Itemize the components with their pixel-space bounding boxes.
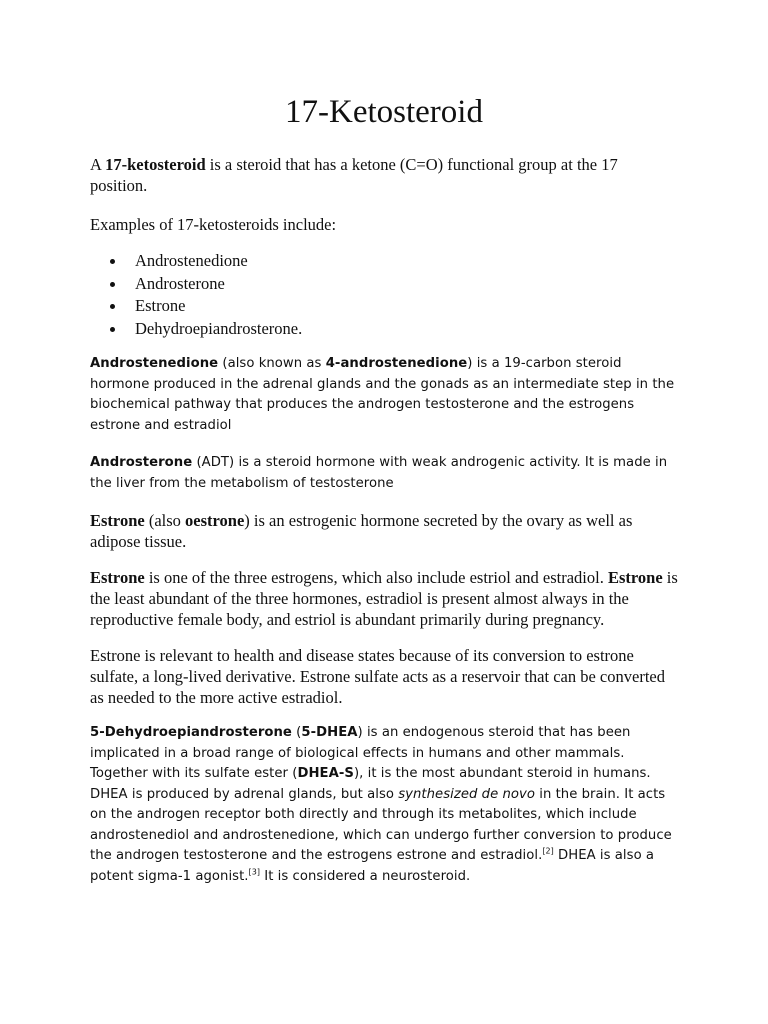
- intro-term: 17-ketosteroid: [105, 155, 206, 174]
- dhea-italic: synthesized de novo: [398, 786, 535, 802]
- dhea-sulfate: DHEA-S: [297, 766, 354, 781]
- intro-text: is a steroid that has a ketone (C=O) functional group at the 17 position.: [90, 155, 618, 195]
- estrone-term: Estrone: [90, 511, 145, 530]
- citation-3[interactable]: [3]: [248, 867, 261, 877]
- androstenedione-alias: 4-androstenedione: [325, 356, 468, 371]
- list-item: Estrone: [135, 295, 678, 318]
- androstenedione-term: Androstenedione: [90, 356, 219, 371]
- list-item: Androsterone: [135, 273, 678, 296]
- dhea-text-4: in the brain. It acts on the androgen receptor both directly and through its metabolites, which include androstenediol and androstenedione, which can undergo further conversion to produce the androgen testosterone and the estrogens estrone and estradiol.: [90, 786, 672, 863]
- estrone-text-4: is the least abundant of the three hormones, estradiol is present almost always in the reproductive female body, and estriol is abundant primarily during pregnancy.: [90, 568, 678, 629]
- estrone-text-2: ) is an estrogenic hormone secreted by the ovary as well as adipose tissue.: [90, 511, 633, 551]
- citation-2[interactable]: [2]: [542, 846, 554, 856]
- estrone-term: Estrone: [607, 568, 663, 587]
- androsterone-text: (ADT) is a steroid hormone with weak androgenic activity. It is made in the liver from the metabolism of testosterone: [90, 455, 668, 491]
- intro-prefix: A: [90, 155, 106, 174]
- dhea-text-2: ) is an endogenous steroid that has been implicated in a broad range of biological effects in humans and other mammals. Together with its sulfate ester (: [90, 725, 631, 781]
- examples-intro: Examples of 17-ketosteroids include:: [90, 215, 337, 234]
- estrone-alias: oestrone: [185, 511, 245, 530]
- dhea-text-3: ), it is the most abundant steroid in humans. DHEA is produced by adrenal glands, but also: [90, 766, 651, 802]
- dhea-abbr: 5-DHEA: [301, 725, 358, 740]
- dhea-paragraph: [90, 723, 678, 887]
- estrone-text-3: is one of the three estrogens, which also include estriol and estradiol.: [144, 568, 608, 587]
- intro-paragraph: [90, 154, 678, 196]
- list-item: Dehydroepiandrosterone.: [135, 318, 678, 341]
- dhea-text-6: It is considered a neurosteroid.: [260, 868, 471, 884]
- estrone-paragraph-2: [90, 567, 678, 630]
- androsterone-paragraph: [90, 453, 678, 494]
- dhea-text-1: (: [291, 725, 302, 740]
- estrone-paragraph-1: [90, 510, 678, 552]
- androstenedione-text-2: ) is a 19-carbon steroid hormone produced in the adrenal glands and the gonads as an intermediate step in the biochemical pathway that produces the androgen testosterone and the estrogens estrone and estradiol: [90, 356, 675, 433]
- androsterone-term: Androsterone: [90, 455, 193, 470]
- dhea-term: 5-Dehydroepiandrosterone: [90, 725, 292, 740]
- page-title: 17-Ketosteroid: [285, 94, 483, 130]
- androstenedione-paragraph: [90, 354, 678, 436]
- androstenedione-text-1: (also known as: [218, 356, 326, 371]
- estrone-term: Estrone: [90, 568, 145, 587]
- dhea-text-5: DHEA is also a potent sigma-1 agonist.: [90, 848, 655, 884]
- estrone-paragraph-3: Estrone is relevant to health and disease states because of its conversion to estrone sulfate, a long-lived derivative. Estrone sulfate acts as a reservoir that can be converted as needed to the more active estradiol.: [90, 646, 665, 707]
- estrone-text-1: (also: [144, 511, 186, 530]
- list-item: Androstenedione: [135, 250, 678, 273]
- examples-list: [90, 250, 678, 340]
